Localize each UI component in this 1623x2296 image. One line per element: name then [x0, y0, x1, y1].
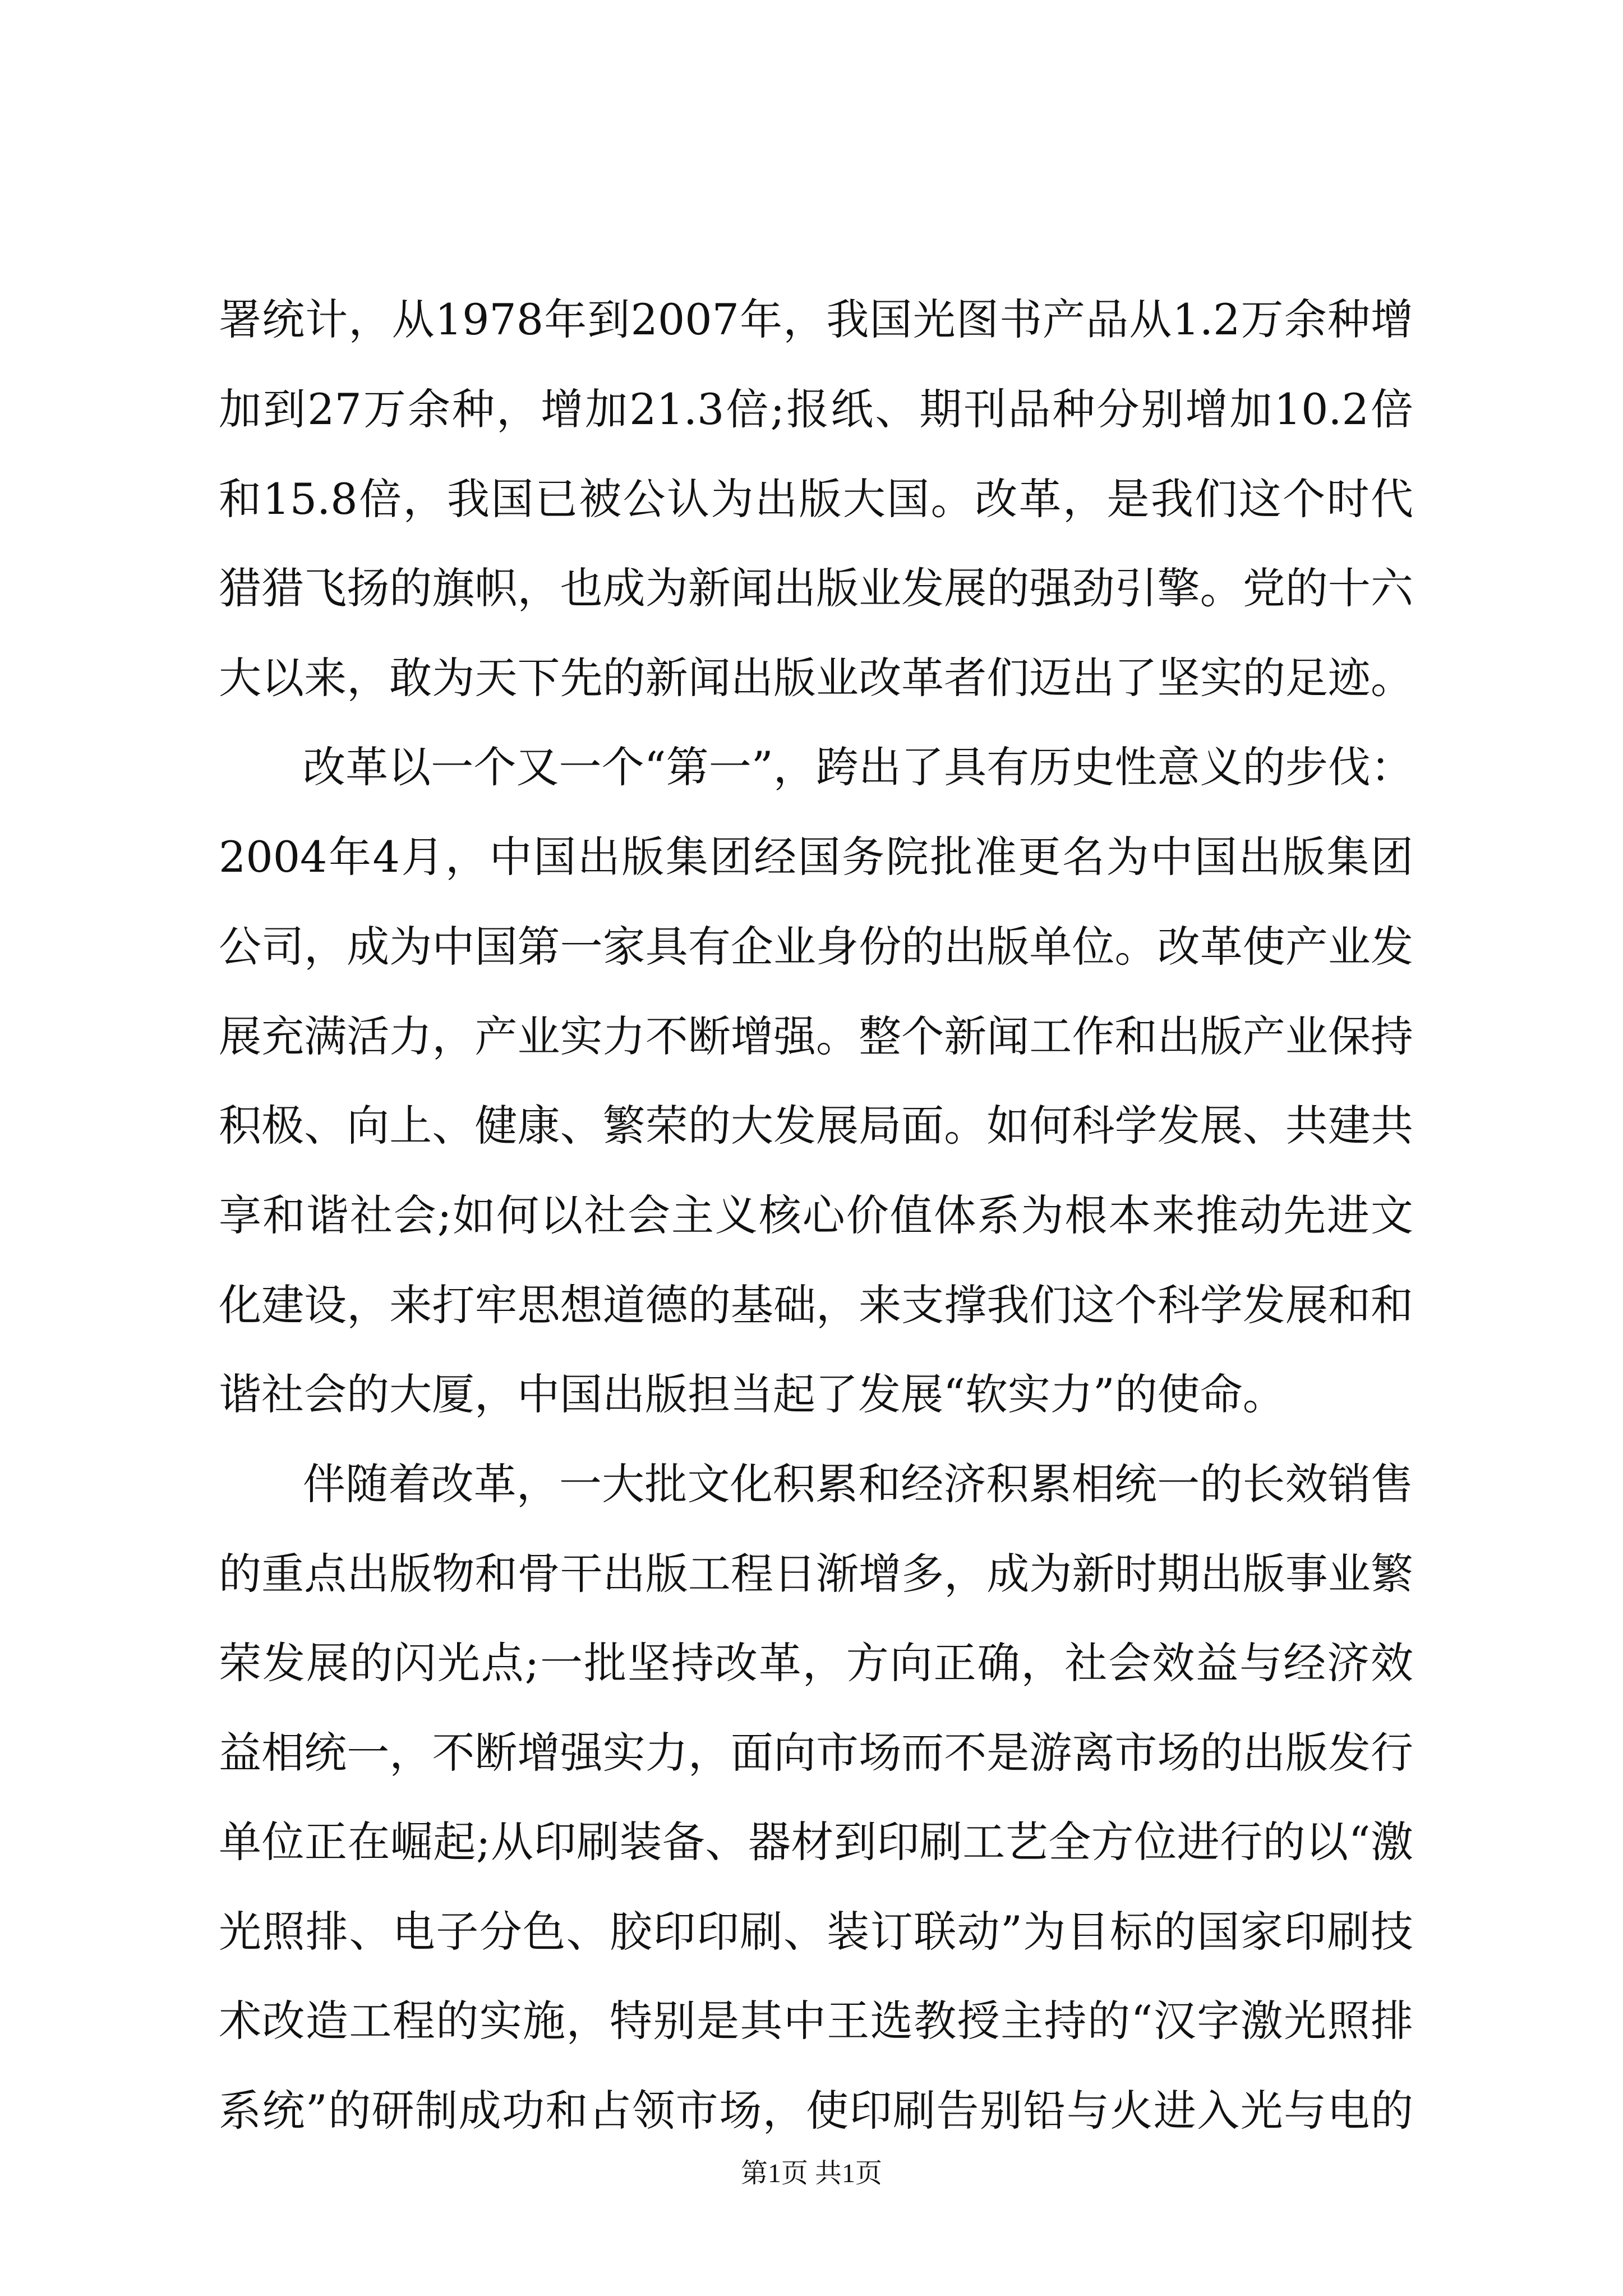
text-line: 展充满活力，产业实力不断增强。整个新闻工作和出版产业保持 [219, 1011, 1413, 1061]
text-line: 系统”的研制成功和占领市场，使印刷告别铅与火进入光与电的 [219, 2086, 1413, 2136]
text-line: 化建设，来打牢思想道德的基础，来支撑我们这个科学发展和和 [219, 1280, 1413, 1330]
text-line: 大以来，敢为天下先的新闻出版业改革者们迈出了坚实的足迹。 [219, 653, 1413, 703]
text-line: 单位正在崛起;从印刷装备、器材到印刷工艺全方位进行的以“激 [219, 1817, 1413, 1867]
text-line: 积极、向上、健康、繁荣的大发展局面。如何科学发展、共建共 [219, 1101, 1413, 1151]
text-line: 的重点出版物和骨干出版工程日渐增多，成为新时期出版事业繁 [219, 1549, 1413, 1599]
text-line: 署统计，从1978年到2007年，我国光图书产品从1.2万余种增 [219, 295, 1413, 344]
text-line: 荣发展的闪光点;一批坚持改革，方向正确，社会效益与经济效 [219, 1638, 1413, 1688]
text-line: 2004年4月，中国出版集团经国务院批准更名为中国出版集团 [219, 832, 1413, 882]
text-line: 光照排、电子分色、胶印印刷、装订联动”为目标的国家印刷技 [219, 1907, 1413, 1957]
text-line: 猎猎飞扬的旗帜，也成为新闻出版业发展的强劲引擎。党的十六 [219, 563, 1413, 613]
text-line: 公司，成为中国第一家具有企业身份的出版单位。改革使产业发 [219, 922, 1413, 972]
page-footer: 第1页 共1页 [740, 2159, 882, 2188]
text-line: 益相统一，不断增强实力，面向市场而不是游离市场的出版发行 [219, 1728, 1413, 1778]
text-line: 伴随着改革，一大批文化积累和经济积累相统一的长效销售 [303, 1459, 1413, 1509]
text-line: 术改造工程的实施，特别是其中王选教授主持的“汉字激光照排 [219, 1996, 1413, 2046]
text-line: 加到27万余种，增加21.3倍;报纸、期刊品种分别增加10.2倍 [219, 384, 1413, 434]
text-line: 享和谐社会;如何以社会主义核心价值体系为根本来推动先进文 [219, 1190, 1413, 1240]
text-line: 和15.8倍，我国已被公认为出版大国。改革，是我们这个时代 [219, 474, 1413, 524]
text-line: 改革以一个又一个“第一”，跨出了具有历史性意义的步伐： [303, 742, 1413, 792]
text-line: 谐社会的大厦，中国出版担当起了发展“软实力”的使命。 [219, 1369, 1285, 1419]
